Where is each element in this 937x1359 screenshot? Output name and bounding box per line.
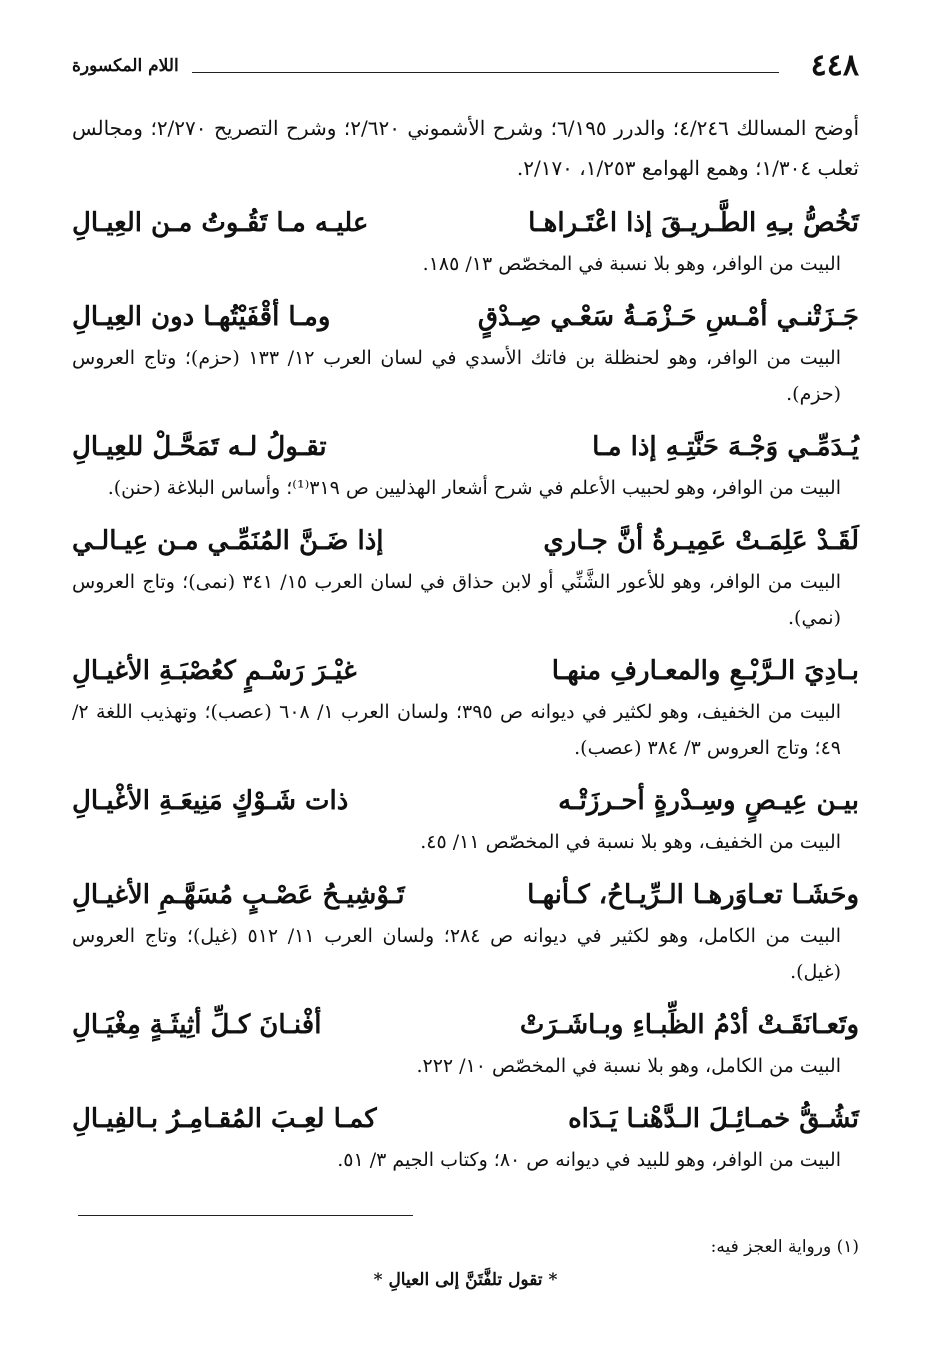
footnotes (72, 1232, 859, 1307)
verse-line (72, 874, 859, 916)
verse-entry (72, 1004, 859, 1084)
header-rule (192, 72, 779, 73)
intro-paragraph: أوضح المسالك ٤/٢٤٦؛ والدرر ٦/١٩٥؛ وشرح الأشموني ٢/٦٢٠؛ وشرح التصريح ٢/٢٧٠؛ ومجالس ثعلب ١/٣٠٤؛ وهمع الهوامع ١/٢٥٣، ٢/١٧٠. (72, 116, 860, 180)
verse-entry (72, 520, 859, 636)
verse-entry (72, 1098, 859, 1178)
chapter-title: اللام المكسورة (72, 56, 179, 76)
second-hemistich: إذا ضَـنَّ المُنَمِّـي مـن عِيـالـي (72, 526, 384, 556)
second-hemistich: عليـه مـا تَقُـوتُ مـن العِيـالِ (72, 208, 369, 238)
verse-note: البيت من الوافر، وهو للأعور الشَّنِّي أو لابن حذاق في لسان العرب ١٥/ ٣٤١ (نمى)؛ وتاج العروس (نمي). (72, 571, 841, 629)
first-hemistich: وتَعـانَقَـتْ أدْمُ الظِّبـاءِ وبـاشَـرَتْ (519, 1010, 859, 1040)
verse-line (72, 1004, 859, 1046)
first-hemistich: بيـن عِيـصٍ وسِـدْرةٍ أحـرزَتْـه (558, 786, 859, 816)
first-hemistich: تَشُـقُّ خمـائِـلَ الـدَّهْنـا يَـدَاه (568, 1104, 859, 1134)
verse-line (72, 1098, 859, 1140)
first-hemistich: لَقَـدْ عَلِمَـتْ عَمِيـرةُ أنَّ جـاري (543, 526, 859, 556)
page-header (72, 48, 859, 88)
verse-note: البيت من الوافر، وهو للبيد في ديوانه ص ٨٠؛ وكتاب الجيم ٣/ ٥١. (337, 1149, 841, 1171)
first-hemistich: يُـدَمِّـي وَجْـهَ حَنَّتِـهِ إذا مـا (592, 432, 859, 462)
verse-line (72, 296, 859, 338)
verse-note: البيت من الوافر، وهو لحنظلة بن فاتك الأسدي في لسان العرب ١٢/ ١٣٣ (حزم)؛ وتاج العروس (حزم). (72, 347, 841, 405)
second-hemistich: تَـوْشِيـحُ عَصْـبٍ مُسَهَّـمِ الأغيـالِ (72, 880, 405, 910)
verse-note: البيت من الخفيف، وهو لكثير في ديوانه ص ٣٩٥؛ ولسان العرب ١/ ٦٠٨ (عصب)؛ وتهذيب اللغة ٢/ ٤٩؛ وتاج العروس ٣/ ٣٨٤ (عصب). (72, 701, 842, 759)
second-hemistich: أفْنـانَ كـلِّ أثِيثَـةٍ مِغْيَـالِ (72, 1010, 322, 1040)
verse-entry (72, 202, 859, 282)
first-hemistich: جَـزَتْنـي أمْـسِ حَـزْمَـةُ سَعْـي صِـدْقٍ (477, 302, 859, 332)
second-hemistich: كمـا لعِـبَ المُقـامِـرُ بـالفِيـالِ (72, 1104, 377, 1134)
verse-entry (72, 874, 859, 990)
page-body (72, 108, 859, 1178)
second-hemistich: ذات شَـوْكٍ مَنِيعَـةِ الأغْيـالِ (72, 786, 349, 816)
second-hemistich: تقـولُ لـه تَمَحَّـلْ للعِيـالِ (72, 432, 327, 462)
verse-line (72, 780, 859, 822)
verse-note: البيت من الكامل، وهو بلا نسبة في المخصّص ١٠/ ٢٢٢. (416, 1055, 841, 1077)
verse-line (72, 202, 859, 244)
verse-entry (72, 650, 859, 766)
second-hemistich: غيْـرَ رَسْـمٍ كعُصْبَـةِ الأغيـالِ (72, 656, 357, 686)
page-number: ٤٤٨ (810, 48, 859, 83)
second-hemistich: ومـا أقْفَيْتُهـا دون العِيـالِ (72, 302, 331, 332)
verse-note: البيت من الخفيف، وهو بلا نسبة في المخصّص ١١/ ٤٥. (420, 831, 841, 853)
verse-note: البيت من الوافر، وهو لحبيب الأعلم في شرح أشعار الهذليين ص ٣١٩⁽¹⁾؛ وأساس البلاغة (حنن). (107, 477, 841, 499)
verse-line (72, 426, 859, 468)
first-hemistich: وحَشَـا تعـاوَرهـا الـرِّيـاحُ، كـأنهـا (527, 880, 859, 910)
verse-note: البيت من الوافر، وهو بلا نسبة في المخصّص ١٣/ ١٨٥. (422, 253, 841, 275)
first-hemistich: تَخُصُّ بـِهِ الطَّـريـقَ إذا اعْتَـراهـا (528, 208, 859, 238)
footnote-line: (١) ورواية العجز فيه: (710, 1237, 859, 1257)
verse-note: البيت من الكامل، وهو لكثير في ديوانه ص ٢٨٤؛ ولسان العرب ١١/ ٥١٢ (غيل)؛ وتاج العروس (غيل). (72, 925, 841, 983)
verse-line (72, 650, 859, 692)
footnote-quote: * تقول تلفَّتَنَّ إلى العيالِ * (373, 1270, 558, 1290)
footnote-rule (78, 1215, 413, 1216)
verse-line (72, 520, 859, 562)
verse-entry (72, 296, 859, 412)
first-hemistich: بـادِيَ الـرَّبْـعِ والمعـارفِ منهـا (551, 656, 859, 686)
verse-entry (72, 426, 859, 506)
verse-entry (72, 780, 859, 860)
